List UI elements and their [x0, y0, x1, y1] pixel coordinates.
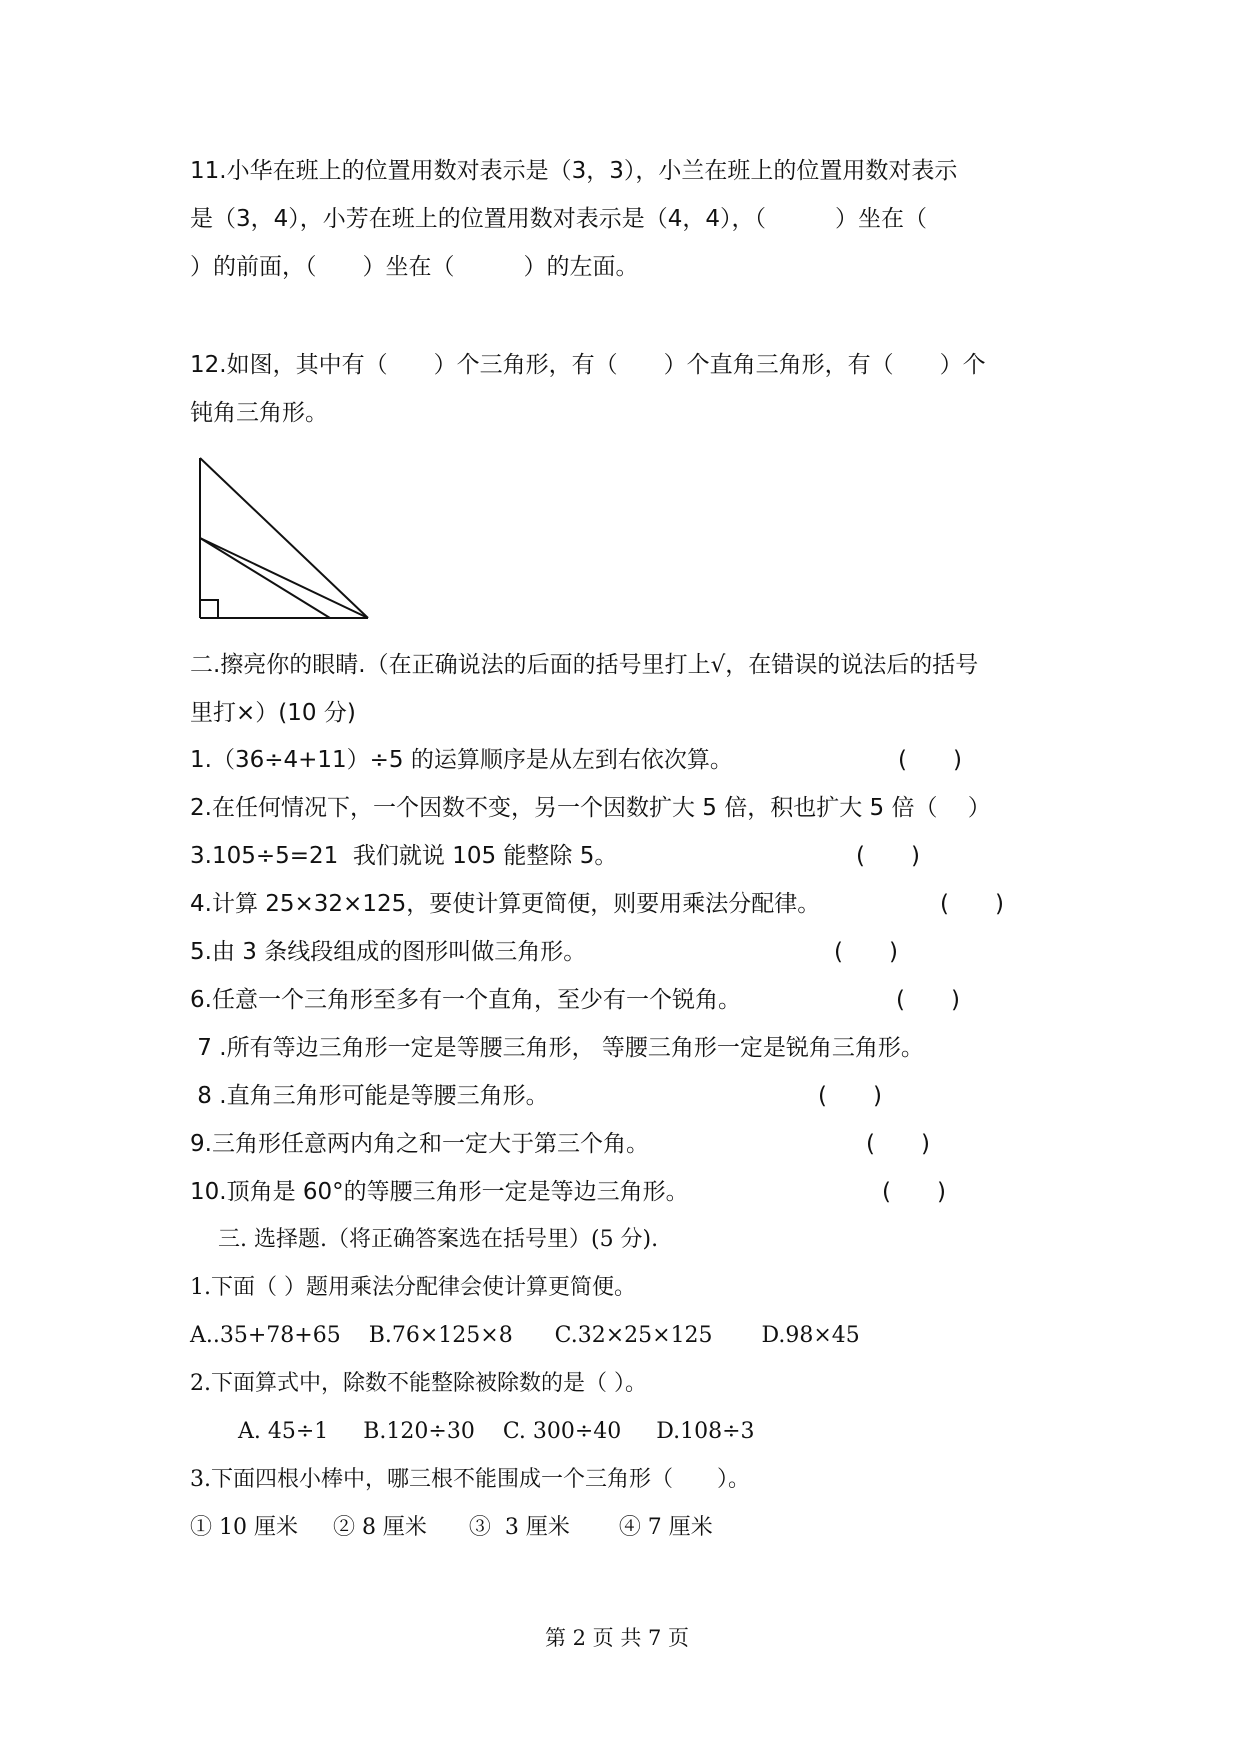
tf-answer-6[interactable]: ( ) — [896, 987, 960, 1013]
tf-answer-4[interactable]: ( ) — [940, 891, 1004, 917]
q11-line-1: 11.小华在班上的位置用数对表示是（3，3），小兰在班上的位置用数对表示 — [190, 158, 958, 184]
tf-answer-8[interactable]: ( ) — [818, 1083, 882, 1109]
tf-answer-10[interactable]: ( ) — [882, 1179, 946, 1205]
q11-line-3: ）的前面，（ ）坐在（ ）的左面。 — [190, 254, 639, 280]
tf-item-6: 6.任意一个三角形至多有一个直角，至少有一个锐角。 — [190, 987, 741, 1013]
page-footer: 第 2 页 共 7 页 — [544, 1626, 690, 1650]
choice-question-1: 1.下面（ ）题用乘法分配律会使计算更简便。 — [190, 1275, 636, 1300]
tf-item-2: 2.在任何情况下，一个因数不变，另一个因数扩大 5 倍，积也扩大 5 倍（ ） — [190, 795, 991, 821]
choice-question-3: 3.下面四根小棒中，哪三根不能围成一个三角形（ ）。 — [190, 1467, 750, 1492]
tf-answer-3[interactable]: ( ) — [856, 843, 920, 869]
triangle-inner-line-1 — [200, 538, 368, 618]
tf-answer-9[interactable]: ( ) — [866, 1131, 930, 1157]
tf-answer-5[interactable]: ( ) — [834, 939, 898, 965]
choice-question-2: 2.下面算式中，除数不能整除被除数的是（ ）。 — [190, 1371, 647, 1396]
q12-line-2: 钝角三角形。 — [190, 400, 328, 426]
tf-answer-1[interactable]: ( ) — [898, 747, 962, 773]
tf-item-5: 5.由 3 条线段组成的图形叫做三角形。 — [190, 939, 587, 965]
tf-item-7: 7 .所有等边三角形一定是等腰三角形， 等腰三角形一定是锐角三角形。 — [190, 1035, 924, 1061]
choice-question-3-options: ① 10 厘米 ② 8 厘米 ③ 3 厘米 ④ 7 厘米 — [190, 1515, 713, 1540]
q12-line-1: 12.如图，其中有（ ）个三角形，有（ ）个直角三角形，有（ ）个 — [190, 352, 986, 378]
triangle-inner-line-2 — [200, 538, 330, 618]
section-2-heading-1: 二.擦亮你的眼睛.（在正确说法的后面的括号里打上√，在错误的说法后的括号 — [190, 652, 979, 678]
tf-item-10: 10.顶角是 60°的等腰三角形一定是等边三角形。 — [190, 1179, 689, 1205]
choice-question-1-options: A..35+78+65 B.76×125×8 C.32×25×125 D.98×45 — [190, 1323, 860, 1348]
section-3-heading: 三. 选择题.（将正确答案选在括号里）(5 分). — [218, 1227, 659, 1252]
tf-item-1: 1.（36÷4+11）÷5 的运算顺序是从左到右依次算。 — [190, 747, 733, 773]
tf-item-8: 8 .直角三角形可能是等腰三角形。 — [190, 1083, 549, 1109]
triangle-hypotenuse — [200, 458, 368, 618]
section-2-heading-2: 里打×）(10 分) — [190, 700, 356, 726]
tf-item-9: 9.三角形任意两内角之和一定大于第三个角。 — [190, 1131, 649, 1157]
q11-line-2: 是（3，4），小芳在班上的位置用数对表示是（4，4），（ ）坐在（ — [190, 206, 928, 232]
tf-item-3: 3.105÷5=21 我们就说 105 能整除 5。 — [190, 843, 618, 869]
choice-question-2-options: A. 45÷1 B.120÷30 C. 300÷40 D.108÷3 — [238, 1419, 755, 1444]
tf-item-4: 4.计算 25×32×125，要使计算更简便，则要用乘法分配律。 — [190, 891, 821, 917]
right-angle-mark — [200, 600, 218, 618]
triangle-figure — [196, 454, 376, 624]
